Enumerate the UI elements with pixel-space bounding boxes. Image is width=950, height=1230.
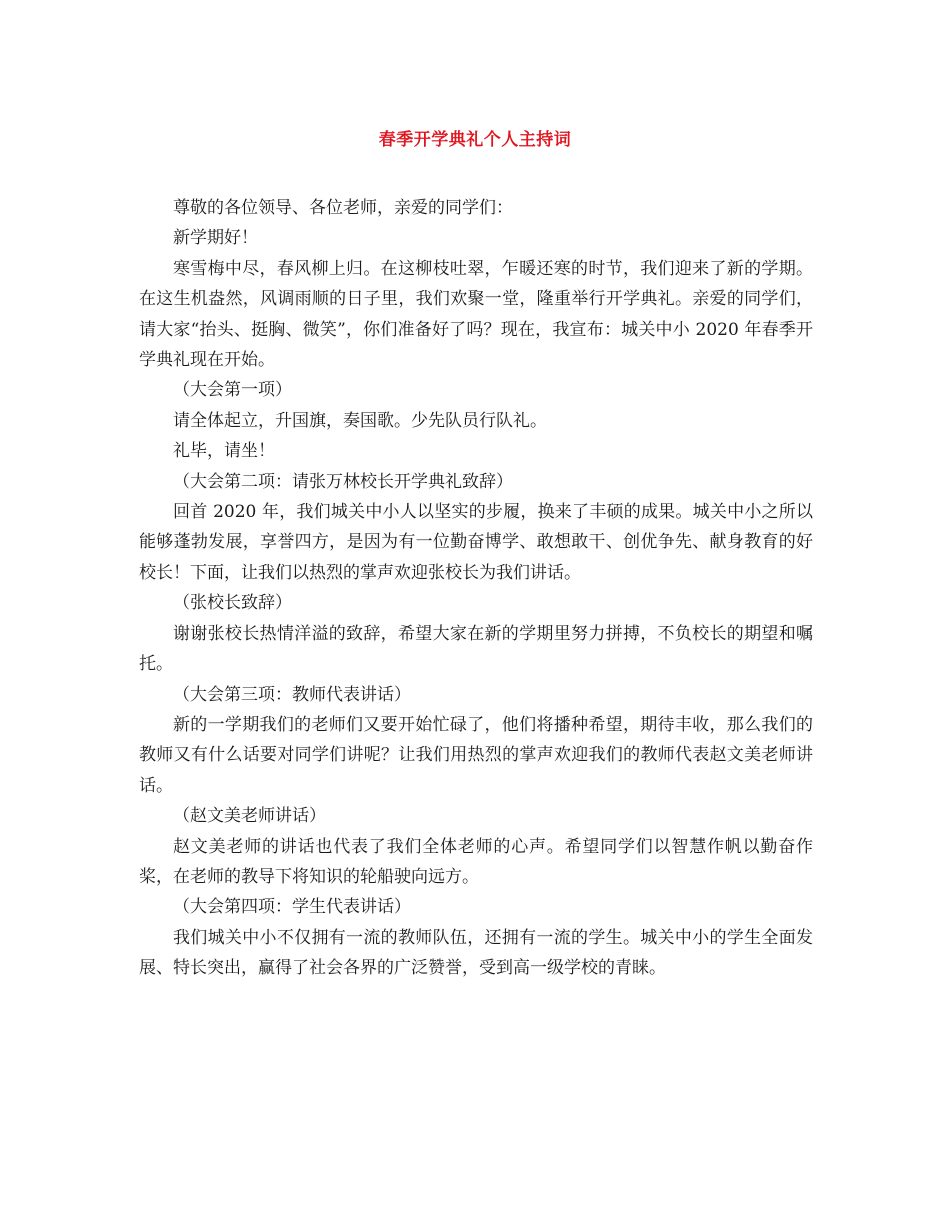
teacher-intro-paragraph: 新的一学期我们的老师们又要开始忙碌了，他们将播种希望，期待丰收，那么我们的教师又有什么话要对同学们讲呢？让我们用热烈的掌声欢迎我们的教师代表赵文美老师讲话。 [139, 714, 813, 796]
agenda-item-4: （大会第四项：学生代表讲话） [173, 897, 411, 918]
agenda-item-3: （大会第三项：教师代表讲话） [173, 684, 411, 705]
principal-intro-paragraph: 回首 2020 年，我们城关中小人以坚实的步履，换来了丰硕的成果。城关中小之所以能够蓬勃发展，享誉四方，是因为有一位勤奋博学、敢想敢干、创优争先、献身教育的好校长！下面，让我们以热烈的掌声欢迎张校长为我们讲话。 [139, 502, 813, 583]
teacher-thanks-paragraph: 赵文美老师的讲话也代表了我们全体老师的心声。希望同学们以智慧作帆以勤奋作桨，在老师的教导下将知识的轮船驶向远方。 [139, 836, 813, 887]
agenda-item-2: （大会第二项：请张万林校长开学典礼致辞） [173, 471, 513, 492]
greeting-paragraph: 尊敬的各位领导、各位老师，亲爱的同学们： [173, 198, 513, 218]
opening-paragraph: 寒雪梅中尽，春风柳上归。在这柳枝吐翠，乍暖还寒的时节，我们迎来了新的学期。在这生机盎然，风调雨顺的日子里，我们欢聚一堂，隆重举行开学典礼。亲爱的同学们，请大家“抬头、挺胸、微笑”，你们准备好了吗？现在，我宣布：城关中小 2020 年春季开学典礼现在开始。 [139, 258, 813, 371]
agenda-item-1: （大会第一项） [173, 380, 292, 401]
flag-ceremony-paragraph: 请全体起立，升国旗，奏国歌。少先队员行队礼。 [173, 410, 547, 431]
student-intro-paragraph: 我们城关中小不仅拥有一流的教师队伍，还拥有一流的学生。城关中小的学生全面发展、特长突出，赢得了社会各界的广泛赞誉，受到高一级学校的青睐。 [139, 927, 813, 979]
principal-speech-note: （张校长致辞） [173, 593, 292, 614]
new-term-greeting: 新学期好！ [173, 228, 258, 249]
document-title: 春季开学典礼个人主持词 [378, 130, 572, 150]
be-seated-paragraph: 礼毕，请坐！ [173, 441, 275, 462]
teacher-speech-note: （赵文美老师讲话） [173, 806, 326, 827]
principal-thanks-paragraph: 谢谢张校长热情洋溢的致辞，希望大家在新的学期里努力拼搏，不负校长的期望和嘱托。 [139, 623, 813, 675]
document-body [139, 193, 813, 984]
